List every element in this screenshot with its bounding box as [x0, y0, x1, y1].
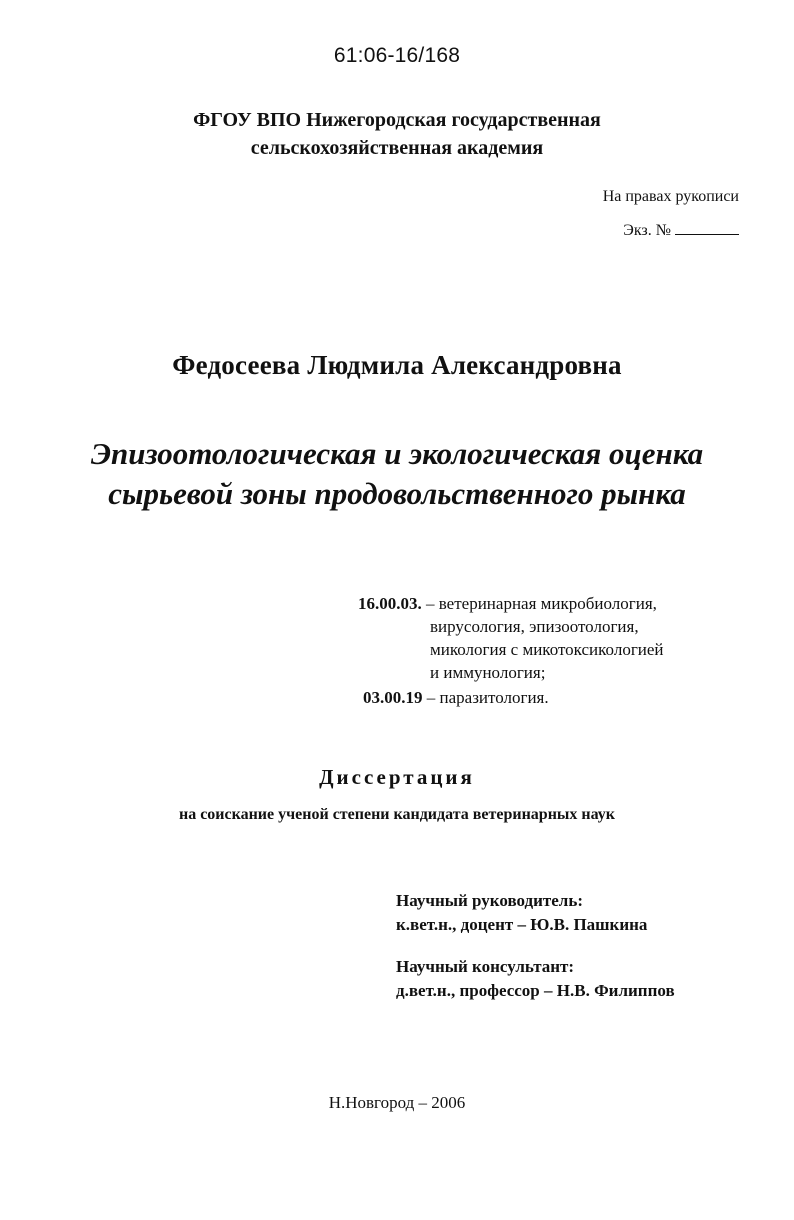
organization-name-line-1: ФГОУ ВПО Нижегородская государственная — [193, 109, 601, 131]
specialty-1-code: 16.00.03. — [358, 594, 422, 613]
copy-number-label: Экз. № — [623, 222, 671, 239]
dissertation-heading: Диссертация — [319, 765, 475, 789]
specialty-1-continuation: и иммунология; — [430, 663, 546, 682]
specialty-2-code: 03.00.19 — [363, 688, 423, 707]
specialty-2-text: – паразитология. — [422, 688, 549, 707]
specialty-1-text: – ветеринарная микробиология, — [421, 594, 657, 613]
manuscript-rights-note: На правах рукописи — [602, 188, 739, 205]
supervisor-label: Научный руководитель: — [396, 891, 583, 910]
copy-number-blank — [675, 220, 739, 235]
organization-name-line-2: сельскохозяйственная академия — [250, 137, 544, 159]
supervisor-name: к.вет.н., доцент – Ю.В. Пашкина — [396, 915, 648, 934]
specialty-1 — [358, 592, 657, 616]
author-name: Федосеева Людмила Александровна — [172, 350, 622, 380]
city-year: Н.Новгород – 2006 — [328, 1093, 466, 1112]
degree-statement: на соискание ученой степени кандидата ветеринарных наук — [178, 806, 616, 823]
specialty-1-continuation: вирусология, эпизоотология, — [430, 617, 639, 636]
copy-number — [623, 220, 739, 240]
thesis-title-line-2: сырьевой зоны продовольственного рынка — [108, 476, 686, 511]
document-code: 61:06-16/168 — [333, 44, 461, 67]
consultant-label: Научный консультант: — [396, 957, 575, 976]
specialty-1-continuation: микология с микотоксикологией — [430, 640, 664, 659]
specialty-2 — [363, 686, 549, 710]
consultant-name: д.вет.н., профессор – Н.В. Филиппов — [396, 981, 675, 1000]
thesis-title-line-1: Эпизоотологическая и экологическая оценка — [90, 436, 704, 471]
